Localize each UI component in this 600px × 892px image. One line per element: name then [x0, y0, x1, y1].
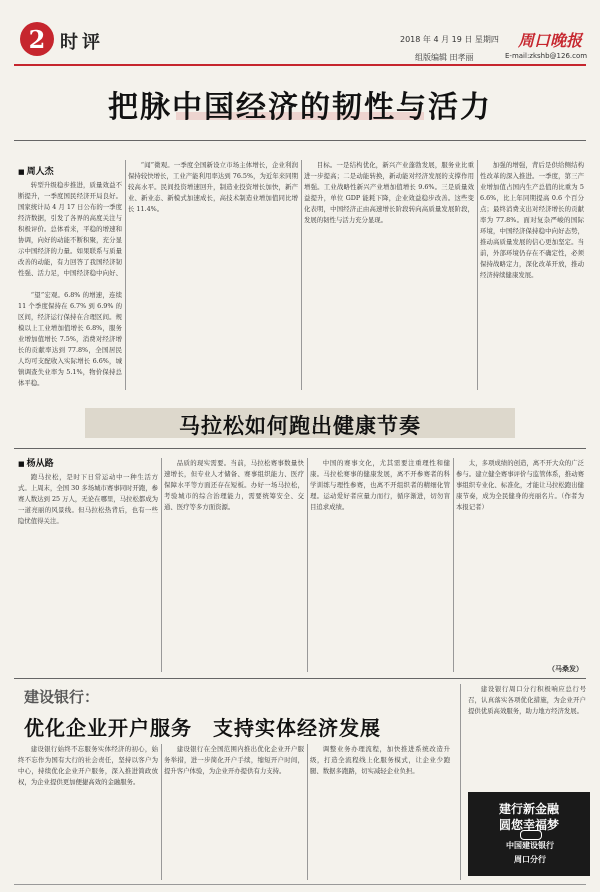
article2-byline: ■ 杨从路 [18, 456, 54, 469]
column-divider [460, 684, 461, 880]
article1-top-rule [14, 140, 586, 141]
bank-logo-icon [520, 830, 542, 840]
article3-column-1: 建设银行始终不忘服务实体经济的初心，始终不忘作为国有大行的社会责任，坚持以客户为中心，持续优化企业开户服务，深入推进简政放权，为企业提供更加便捷高效的金融服务。 [18, 745, 158, 786]
column-divider [161, 744, 162, 880]
page-number-badge: 2 [20, 22, 54, 56]
article2-column-3: 中国的赛事文化，尤其需要注重理性和健康。马拉松赛事的健康发展，离不开参赛者的科学训练与理性参赛，也离不开组织者的精细化管理。运动爱好者应量力而行，循序渐进，切勿盲目追求成绩。 [310, 459, 450, 511]
article1-column-2: “望”宏观。6.8% 的增速，连续 11 个季度保持在 6.7% 到 6.9% 的区间，经济运行保持在合理区间。规模以上工业增加值增长 6.8%，服务业增加值增长 7.5%，消费对经济增长的贡献率达到 77.8%，全国居民人均可支配收入实际增长 6.6%，城镇调查失业率为 5.1%，物价保持总体平稳。 [18, 291, 122, 387]
newspaper-logo: 周口晚报 [518, 31, 583, 50]
article2-headline: 马拉松如何跑出健康节奏 [179, 414, 421, 438]
column-divider [453, 458, 454, 672]
column-divider [307, 744, 308, 880]
ad-branch-name: 周口分行 [514, 855, 546, 864]
column-divider [477, 160, 478, 390]
article1-column-1: 转型升级稳步推进，质量效益不断提升，一季度国民经济开局良好。国家统计局 4 月 17 日公布的一季度经济数据，引发了各界的高度关注与积极评价。总体看来，平稳的增速和协调，向好的动能不断积聚，充分显示中国经济的力量。如果联系与质量改善的动能，有力回答了我国经济韧性强、活力足，中国经济稳中向好、 [18, 181, 122, 277]
editor-email: E-mail:zkshb@126.com [505, 52, 588, 60]
article3-headline: 优化企业开户服务 支持实体经济发展 [24, 716, 381, 740]
issue-date: 2018 年 4 月 19 日 星期四 [400, 35, 499, 44]
page-bottom-rule [14, 884, 586, 885]
column-divider [307, 458, 308, 672]
column-divider [125, 160, 126, 390]
article3-kicker: 建设银行： [24, 688, 100, 706]
article2-column-4: 太，多项成绩的创造，离不开大众的广泛参与。建立健全赛事评价与监管体系，推动赛事组织专业化、标准化，才能让马拉松跑出健康节奏，成为全民健身的亮丽名片。（作者为本报记者） [456, 459, 584, 511]
header-rule [14, 64, 586, 66]
article1-column-3: “闻”微观。一季度全国新设立市场主体增长，企业利润保持较快增长，工业产能利用率达到 76.5%，为近年来同期较高水平。民间投资增速回升，制造业投资增长加快，新产业、新业态、新模式加速成长，高技术制造业增加值同比增长 11.4%。 [128, 161, 298, 213]
article2-column-2: 品质的现实需要。当前，马拉松赛事数量快速增长，但专业人才储备、赛事组织能力、医疗保障水平等方面还存在短板。办好一场马拉松，考验城市的综合治理能力，需要统筹安全、交通、医疗等多方面资源。 [164, 459, 304, 511]
ad-slogan-line-2: 圆您幸福梦 [498, 818, 559, 832]
article3-top-rule [14, 678, 586, 679]
article3-column-3: 调整业务办理流程，加快推进系统改造升级，打造全流程线上化服务模式，让企业少跑腿、数据多跑路，切实减轻企业负担。 [310, 745, 450, 775]
article3-column-4: 建设银行周口分行积极响应总行号召，认真落实各项优化措施，为企业开户提供优质高效服务，助力地方经济发展。 [468, 685, 586, 715]
column-divider [161, 458, 162, 672]
section-title: 时评 [60, 32, 104, 53]
article2-top-rule [14, 448, 586, 449]
editor-credit: 组版编辑 田孝丽 [415, 53, 474, 62]
article2-author-note: （马桑发） [548, 665, 583, 673]
article1-headline: 把脉中国经济的韧性与活力 [108, 90, 492, 125]
column-divider [301, 160, 302, 390]
article1-column-5: 加强的增强，背后是供给侧结构性改革的深入推进。一季度，第三产业增加值占国内生产总值的比重为 56.6%，比上年同期提高 0.6 个百分点；最终消费支出对经济增长的贡献率为 77.8%。面对复杂严峻的国际环境，中国经济保持稳中向好态势，推动高质量发展的信心更加坚定。当前，外部环境仍存在不确定性，必须保持战略定力，深化改革开放，推动经济持续健康发展。 [480, 161, 584, 279]
article1-column-4: 目标。一是结构优化，新兴产业蓬勃发展，服务业比重进一步提高；二是动能转换，新动能对经济发展的支撑作用增强。工业战略性新兴产业增加值增长 9.6%。三是质量效益提升，单位 GDP 能耗下降，企业效益稳步改善。这些变化表明，中国经济正由高速增长阶段转向高质量发展阶段，发展的韧性与活力充分显现。 [304, 161, 474, 224]
ad-slogan-line-1: 建行新金融 [498, 802, 559, 816]
ad-bank-name: 中国建设银行 [506, 841, 554, 850]
article2-column-1: 跑马拉松，是时下日常运动中一种生活方式。上周末，全国 30 多场城市赛事同时开跑，参赛人数达到 25 万人，无论在哪里，马拉松都成为一道亮丽的风景线。但马拉松热背后，也有一些隐忧值得关注。 [18, 473, 158, 525]
article3-column-2: 建设银行在全国范围内推出优化企业开户服务举措，进一步简化开户手续，缩短开户时间，提升客户体验，为企业开办提供有力支持。 [164, 745, 304, 775]
article1-byline: ■ 周人杰 [18, 164, 54, 177]
